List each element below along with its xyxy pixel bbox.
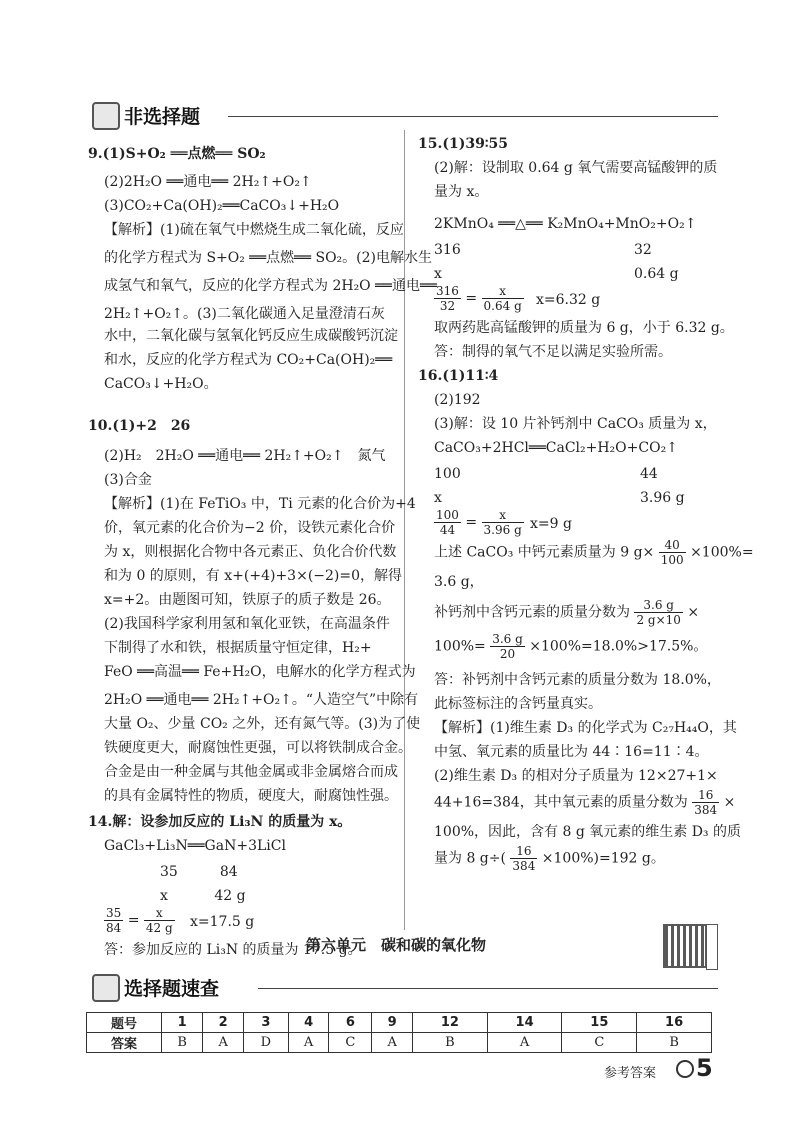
q10-analysis-1: 【解析】(1)在 FeTiO₃ 中，Ti 元素的化合价为+4 [104, 496, 416, 512]
vine-divider [228, 106, 718, 117]
footer-label: 参考答案 [604, 1066, 657, 1081]
table-cell: B [162, 1033, 203, 1053]
qr-code[interactable] [663, 924, 707, 968]
q14-equation: GaCl₃+Li₃N══GaN+3LiCl [104, 838, 286, 854]
unit-title: 第六单元 碳和碳的氧化物 [306, 936, 487, 954]
vine-divider [258, 978, 718, 989]
target-icon [676, 1060, 694, 1078]
q16-m1: 100 [434, 466, 461, 482]
table-cell: 6 [329, 1013, 372, 1033]
table-cell: 3 [244, 1013, 289, 1033]
q14-ratio-1: 35 84 [160, 864, 238, 880]
q15-line1: 15.(1)39∶55 [418, 136, 508, 152]
table-cell: A [203, 1033, 244, 1053]
book-icon [92, 102, 120, 130]
fraction: $\frac{x}{42 g}$ [145, 906, 173, 935]
row-header: 答案 [87, 1033, 162, 1053]
q16-equation: CaCO₃+2HCl══CaCl₂+H₂O+CO₂↑ [434, 440, 678, 456]
row-header: 题号 [87, 1013, 162, 1033]
q16-calcium-mass-2: 3.6 g， [434, 574, 484, 590]
q16-percent-line: 100%= $\frac{3.6 g}{20}$ ×100%=18.0%>17.5%。 [434, 632, 708, 661]
q15-line2: (2)解：设制取 0.64 g 氧气需要高锰酸钾的质 [434, 160, 718, 176]
fraction: $\frac{35}{84}$ [106, 906, 122, 935]
q15-line3: 量为 x。 [434, 184, 489, 200]
q15-answer: 答：制得的氧气不足以满足实验所需。 [434, 344, 672, 360]
q10-analysis-12: 合金是由一种金属与其他金属或非金属熔合而成 [104, 764, 398, 780]
q10-line1: 10.(1)+2 26 [88, 418, 191, 434]
table-row [87, 1033, 712, 1053]
q10-line3: (3)合金 [104, 472, 152, 488]
q10-analysis-10: 大量 O₂、少量 CO₂ 之外，还有氮气等。(3)为了使 [104, 716, 421, 732]
q15-result: x=6.32 g [536, 292, 601, 308]
q10-analysis-7: 下制得了水和铁，根据质量守恒定律，H₂+ [104, 640, 372, 656]
q15-v2: 0.64 g [634, 266, 679, 282]
q9-line3: (3)CO₂+Ca(OH)₂══CaCO₃↓+H₂O [104, 198, 340, 214]
q9-analysis-7: CaCO₃↓+H₂O。 [104, 376, 218, 392]
q15-conclusion: 取两药匙高锰酸钾的质量为 6 g，小于 6.32 g。 [434, 320, 734, 336]
q16-answer-2: 此标签标注的含钙量真实。 [434, 696, 602, 712]
qr-label-decoration [706, 924, 718, 970]
table-cell: B [413, 1033, 488, 1053]
page-number: 5 [696, 1054, 713, 1082]
q16-calcium-mass: 上述 CaCO₃ 中钙元素质量为 9 g× $\frac{40}{100}$ ×100%= [434, 538, 754, 567]
q9-analysis-4: 2H₂↑+O₂↑。(3)二氧化碳通入足量澄清石灰 [104, 306, 385, 322]
q9-line2: (2)2H₂O ══通电══ 2H₂↑+O₂↑ [104, 174, 312, 190]
q16-v1: x [434, 490, 442, 506]
q14-proportion: $\frac{35}{84}$ = $\frac{x}{42 g}$ [106, 906, 173, 935]
q16-v2: 3.96 g [640, 490, 685, 506]
table-cell: 14 [487, 1013, 562, 1033]
q9-analysis-6: 和水，反应的化学方程式为 CO₂+Ca(OH)₂══ [104, 352, 393, 368]
q16-proportion: $\frac{100}{44}$ = $\frac{x}{3.96 g}$ [436, 508, 522, 537]
q10-analysis-2: 价，氧元素的化合价为−2 价，设铁元素化合价 [104, 520, 396, 536]
q10-line2: (2)H₂ 2H₂O ══通电══ 2H₂↑+O₂↑ 氮气 [104, 448, 386, 464]
q10-analysis-3: 为 x，则根据化合物中各元素正、负化合价代数 [104, 544, 397, 560]
q10-analysis-5: x=+2。由题图可知，铁原子的质子数是 26。 [104, 592, 391, 608]
q16-analysis-5: 100%，因此，含有 8 g 氧元素的维生素 D₃ 的质 [434, 824, 741, 840]
table-cell: 2 [203, 1013, 244, 1033]
q16-line2: (2)192 [434, 392, 481, 408]
q15-proportion: $\frac{316}{32}$ = $\frac{x}{0.64 g}$ [436, 284, 522, 313]
q16-m2: 44 [640, 466, 658, 482]
table-cell: 9 [372, 1013, 413, 1033]
q10-analysis-6: (2)我国科学家利用氢和氧化亚铁，在高温条件 [104, 616, 390, 632]
q10-analysis-11: 铁硬度更大，耐腐蚀性更强，可以将铁制成合金。 [104, 740, 412, 756]
section-title: 选择题速查 [124, 978, 220, 1000]
q10-analysis-4: 和为 0 的原则，有 x+(+4)+3×(−2)=0，解得 [104, 568, 403, 584]
q16-fraction-line: 补钙剂中含钙元素的质量分数为 $\frac{3.6 g}{2 g\times 10}$ × [434, 598, 700, 627]
q9-analysis-3: 成氢气和氧气，反应的化学方程式为 2H₂O ══通电══ [104, 278, 437, 294]
q10-analysis-13: 的具有金属特性的物质，硬度大，耐腐蚀性强。 [104, 788, 398, 804]
q14-answer: 答：参加反应的 Li₃N 的质量为 17.5 g。 [104, 942, 362, 958]
table-cell: 12 [413, 1013, 488, 1033]
q15-v1: x [434, 266, 442, 282]
section-title: 非选择题 [124, 106, 201, 128]
q10-analysis-8: FeO ══高温══ Fe+H₂O，电解水的化学方程式为 [104, 664, 416, 680]
table-cell: 4 [288, 1013, 329, 1033]
q9-analysis-2: 的化学方程式为 S+O₂ ══点燃══ SO₂。(2)电解水生 [104, 250, 432, 266]
table-cell: D [244, 1033, 289, 1053]
q9-line1: 9.(1)S+O₂ ══点燃══ SO₂ [88, 146, 266, 162]
q16-analysis-1: 【解析】(1)维生素 D₃ 的化学式为 C₂₇H₄₄O，其 [434, 720, 737, 736]
table-cell: A [288, 1033, 329, 1053]
table-cell: C [562, 1033, 637, 1053]
q15-equation: 2KMnO₄ ══△══ K₂MnO₄+MnO₂+O₂↑ [434, 216, 697, 232]
table-cell: A [487, 1033, 562, 1053]
q16-answer-1: 答：补钙剂中含钙元素的质量分数为 18.0%， [434, 672, 721, 688]
q16-analysis-3: (2)维生素 D₃ 的相对分子质量为 12×27+1× [434, 768, 718, 784]
q14-ratio-2: x 42 g [160, 888, 246, 904]
book-icon [92, 974, 120, 1002]
q16-analysis-4: 44+16=384，其中氧元素的质量分数为 $\frac{16}{384}$ × [434, 788, 736, 817]
q16-analysis-2: 中氢、氧元素的质量比为 44∶16=11∶4。 [434, 744, 709, 760]
table-cell: B [637, 1033, 712, 1053]
q16-line3: (3)解：设 10 片补钙剂中 CaCO₃ 质量为 x， [434, 416, 717, 432]
q10-analysis-9: 2H₂O ══通电══ 2H₂↑+O₂↑。“人造空气”中除有 [104, 692, 419, 708]
answer-table [86, 1012, 712, 1053]
table-cell: C [329, 1033, 372, 1053]
table-cell: A [372, 1033, 413, 1053]
q16-result: x=9 g [530, 516, 572, 532]
q15-m1: 316 [434, 242, 461, 258]
q14-line1: 14.解：设参加反应的 Li₃N 的质量为 x。 [88, 814, 352, 830]
table-row [87, 1013, 712, 1033]
q9-analysis-5: 水中，二氧化碳与氢氧化钙反应生成碳酸钙沉淀 [104, 328, 398, 344]
q15-m2: 32 [634, 242, 652, 258]
q9-analysis-1: 【解析】(1)硫在氧气中燃烧生成二氧化硫，反应 [104, 222, 404, 238]
table-cell: 15 [562, 1013, 637, 1033]
section-header-quick [88, 970, 718, 1006]
table-cell: 16 [637, 1013, 712, 1033]
table-cell: 1 [162, 1013, 203, 1033]
q16-line1: 16.(1)11∶4 [418, 368, 499, 384]
section-header-non-choice [88, 98, 718, 134]
q14-result: x=17.5 g [190, 914, 255, 930]
q16-analysis-6: 量为 8 g÷( $\frac{16}{384}$ ×100%)=192 g。 [434, 844, 665, 873]
